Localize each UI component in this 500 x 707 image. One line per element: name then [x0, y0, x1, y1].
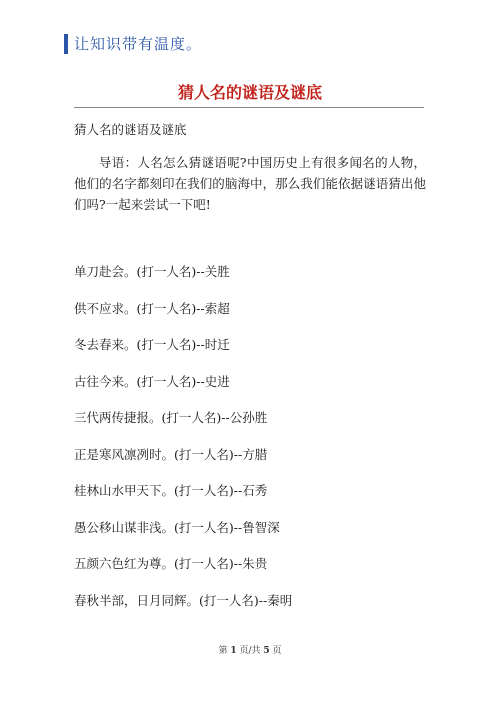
riddle-item: 愚公移山谋非浅。(打一人名)--鲁智深 — [74, 519, 280, 535]
header-accent-bar — [64, 34, 68, 54]
riddle-item: 五颜六色红为尊。(打一人名)--朱贵 — [74, 556, 268, 571]
footer-page-total: 5 — [263, 646, 270, 656]
riddle-item: 冬去春来。(打一人名)--时迁 — [74, 337, 230, 352]
title-divider — [74, 107, 424, 108]
riddle-list — [74, 262, 292, 627]
riddle-item: 三代两传捷报。(打一人名)--公孙胜 — [74, 410, 268, 425]
document-subtitle: 猜人名的谜语及谜底 — [74, 122, 187, 137]
footer-page-prefix: 第 — [218, 646, 228, 656]
footer-page-suffix: 页 — [272, 646, 282, 656]
riddle-item: 春秋半部，日月同辉。(打一人名)--秦明 — [74, 592, 293, 608]
intro-paragraph: 导语：人名怎么猜谜语呢?中国历史上有很多闻名的人物，他们的名字都刻印在我们的脑海中，那么我们能依据谜语猜出他们吗?一起来尝试一下吧! — [74, 155, 426, 212]
footer-page-current: 1 — [230, 646, 237, 656]
riddle-item: 古往今来。(打一人名)--史进 — [74, 373, 230, 389]
riddle-item: 单刀赴会。(打一人名)--关胜 — [74, 264, 230, 279]
riddle-item: 供不应求。(打一人名)--索超 — [74, 300, 230, 316]
footer-page-middle: 页/共 — [239, 646, 261, 656]
document-title: 猜人名的谜语及谜底 — [177, 83, 322, 102]
page-footer — [0, 643, 500, 656]
header-slogan: 让知识带有温度。 — [74, 35, 203, 53]
riddle-item: 桂林山水甲天下。(打一人名)--石秀 — [74, 483, 268, 498]
riddle-item: 正是寒风凛冽时。(打一人名)--方腊 — [74, 446, 268, 462]
